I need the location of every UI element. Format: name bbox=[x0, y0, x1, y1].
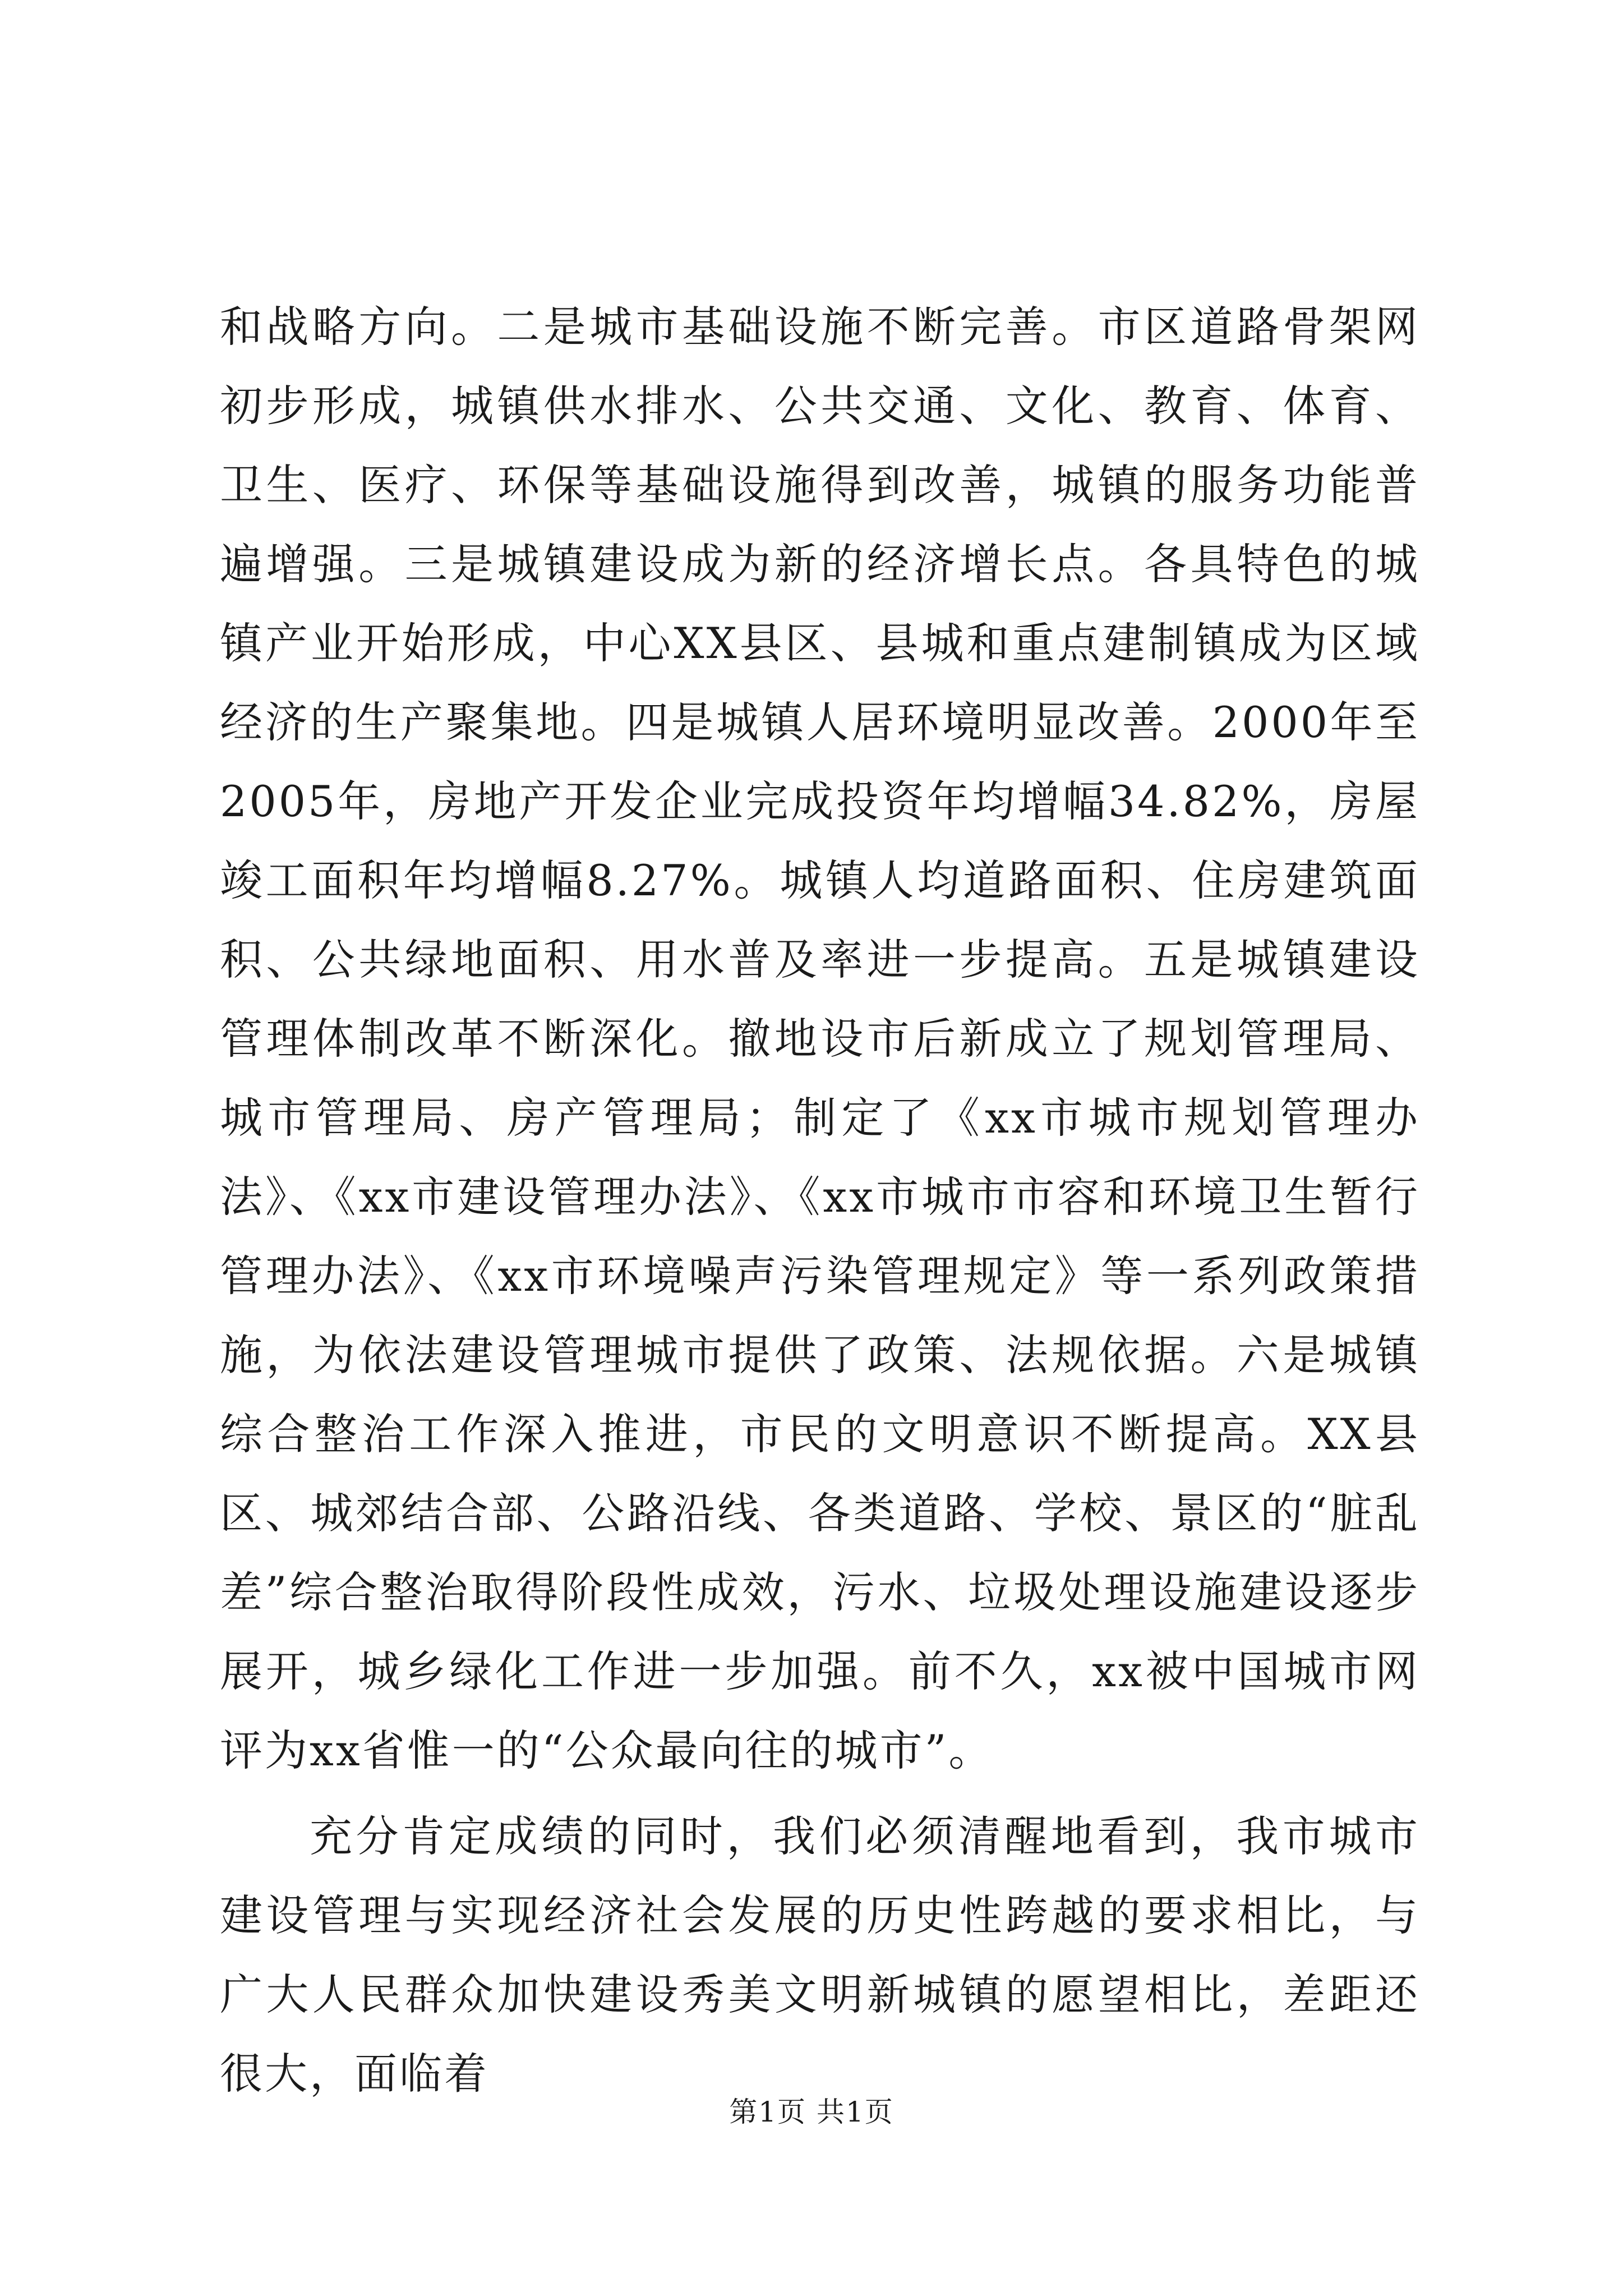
page-footer: 第1页 共1页 bbox=[729, 2096, 894, 2128]
paragraph-2: 充分肯定成绩的同时，我们必须清醒地看到，我市城市建设管理与实现经济社会发展的历史性跨越的要求相比，与广大人民群众加快建设秀美文明新城镇的愿望相比，差距还很大，面临着 bbox=[220, 1811, 1420, 2099]
paragraph-1: 和战略方向。二是城市基础设施不断完善。市区道路骨架网初步形成，城镇供水排水、公共交通、文化、教育、体育、卫生、医疗、环保等基础设施得到改善，城镇的服务功能普遍增强。三是城镇建设成为新的经济增长点。各具特色的城镇产业开始形成，中心XX县区、县城和重点建制镇成为区域经济的生产聚集地。四是城镇人居环境明显改善。2000年至2005年，房地产开发企业完成投资年均增幅34.82%，房屋竣工面积年均增幅8.27%。城镇人均道路面积、住房建筑面积、公共绿地面积、用水普及率进一步提高。五是城镇建设管理体制改革不断深化。撤地设市后新成立了规划管理局、城市管理局、房产管理局；制定了《xx市城市规划管理办法》、《xx市建设管理办法》、《xx市城市市容和环境卫生暂行管理办法》、《xx市环境噪声污染管理规定》等一系列政策措施，为依法建设管理城市提供了政策、法规依据。六是城镇综合整治工作深入推进，市民的文明意识不断提高。XX县区、城郊结合部、公路沿线、各类道路、学校、景区的“脏乱差”综合整治取得阶段性成效，污水、垃圾处理设施建设逐步展开，城乡绿化工作进一步加强。前不久，xx被中国城市网评为xx省惟一的“公众最向往的城市”。 bbox=[220, 302, 1420, 1775]
document-body bbox=[220, 287, 1420, 2113]
